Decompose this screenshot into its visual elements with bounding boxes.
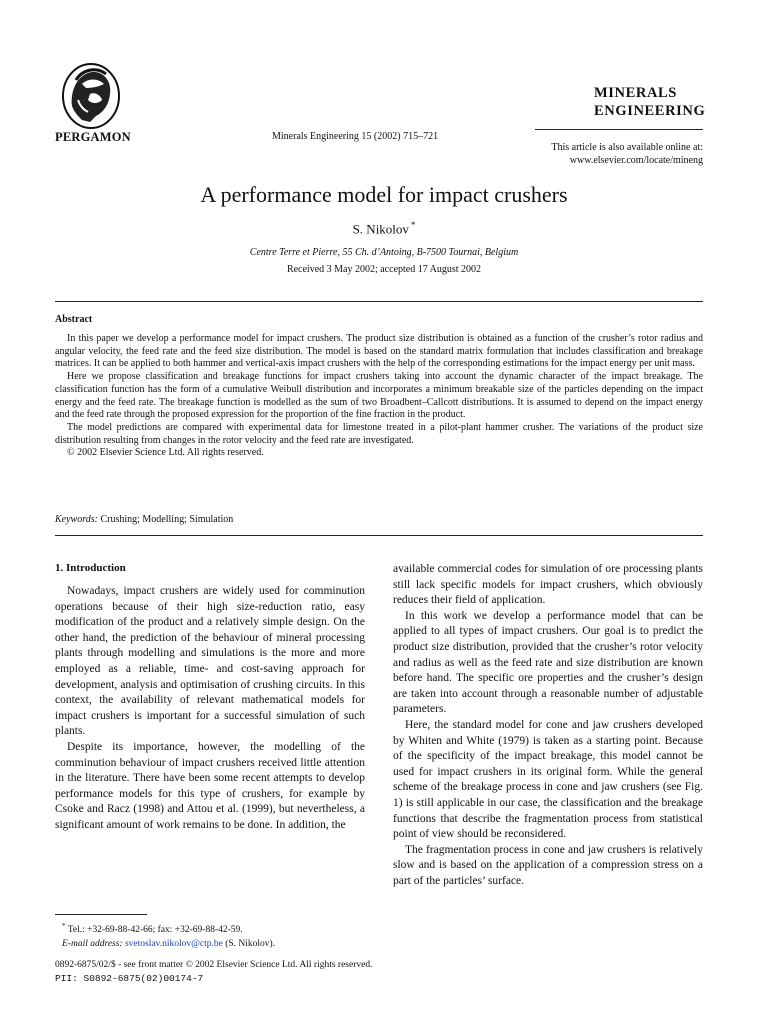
online-url[interactable]: www.elsevier.com/locate/mineng [569,155,703,166]
online-availability [460,141,703,167]
keywords [55,514,233,525]
footnote [62,919,382,951]
body-paragraph: Here, the standard model for cone and jaw crushers developed by Whiten and White (1979) is taken as a starting point. Because of the specificity of the impact breakage, this model cannot be used for impact crushers in its original form. While the general scheme of the breakage process in cone and jaw crushers (see Fig. 1) is still applicable in our case, the classification and the breakage functions that describe the fragmentation process from statistical point of view should be reconsidered. [393,718,703,841]
abstract-paragraph: In this paper we develop a performance model for impact crushers. The product size distribution is obtained as a function of the crusher’s rotor radius and angular velocity, the feed rate and the feed size distribution. The model is based on the standard matrix formulation that includes classification and breakage matrices. It can be applied to both hammer and vertical-axis impact crushers with the help of the corresponding estimations for the impact energy per unit mass. [55,333,703,370]
body-paragraph: available commercial codes for simulation of ore processing plants still lack specific models for impact crushers, which obviously reduces their field of application. [393,563,703,607]
abstract-copyright: © 2002 Elsevier Science Ltd. All rights reserved. [67,447,264,459]
email-suffix: (S. Nikolov). [225,939,276,950]
footnote-email-line [62,937,382,951]
online-note: This article is also available online at: [551,142,703,153]
abstract-body [55,333,703,460]
author-line [0,220,768,237]
body-paragraph: Nowadays, impact crushers are widely used for comminution operations because of their high size-reduction ratio, easy modification of the product and a relatively simple design. On the other hand, the prediction of the behaviour of mineral processing plants through modelling and simulations is the more and more employed as a reliable, time- and cost-saving approach for development, analysis and optimisation of crushing circuits. In this context, the availability of relevant mathematical models for impact crushers is important for a successful simulation of such plants. [55,585,365,738]
right-column [393,562,703,889]
email-label: E-mail address: [62,939,123,950]
received-dates: Received 3 May 2002; accepted 17 August 2002 [286,264,482,275]
pii-line: PII: S0892-6875(02)00174-7 [55,973,204,984]
affiliation: Centre Terre et Pierre, 55 Ch. d’Antoing, B-7500 Tournai, Belgium [249,247,519,258]
abstract-top-rule [55,301,703,302]
abstract-paragraph: The model predictions are compared with experimental data for limestone treated in a pilot-plant hammer crusher. The variations of the product size distribution resulting from changes in the rotor velocity and the feed rate are investigated. [55,421,703,446]
author-footnote-mark[interactable]: * [410,220,416,230]
left-column [55,580,365,834]
body-paragraph: Despite its importance, however, the modelling of the comminution behaviour of impact crushers received little attention in the literature. There have been some recent attempts to develop performance models for this type of crushers, for example by Csoke and Racz (1998) and Attou et al. (1999), but nevertheless, a significant amount of work remains to be done. In addition, the [55,740,365,831]
keywords-list: Crushing; Modelling; Simulation [100,514,234,525]
footnote-mark: * [62,922,66,930]
abstract-bottom-rule [55,535,703,536]
section-heading: 1. Introduction [55,562,126,574]
body-paragraph: The fragmentation process in cone and jaw crushers is relatively slow and is based on the application of a compression stress on a part of the particles’ surface. [393,843,703,887]
issn-line: 0892-6875/02/$ - see front matter © 2002 Elsevier Science Ltd. All rights reserved. [55,960,373,970]
footnote-contact [62,919,382,937]
abstract-paragraph: Here we propose classification and breakage functions for impact crushers taking into account the dynamic character of the impact breakage. The classification function has the form of a cumulative Weibull distribution and incorporates a minimum breakable size of the particles depending on the impact energy and the feed rate. The breakage function is modelled as the sum of two Broadbent–Callcott distributions. It is assumed to depend on the impact energy and the feed rate through the proposed expression for the proportion of the fine fraction in the product. [55,371,703,421]
article-title: A performance model for impact crushers [200,182,568,207]
journal-title [594,84,705,120]
author-name: S. Nikolov [352,221,409,237]
publisher-name: PERGAMON [55,130,131,144]
footnote-tel: Tel.: +32-69-88-42-66; fax: +32-69-88-42-59. [67,925,243,936]
keywords-label: Keywords: [55,514,98,525]
helmeted-head-emblem-icon [60,60,122,132]
email-link[interactable]: svetoslav.nikolov@ctp.be [124,939,223,950]
journal-title-line1: MINERALS [594,85,677,101]
abstract-heading: Abstract [55,314,93,325]
journal-title-line2: ENGINEERING [594,103,706,119]
front-matter-footer [55,959,372,985]
journal-citation: Minerals Engineering 15 (2002) 715–721 [272,131,439,142]
body-paragraph: In this work we develop a performance model that can be applied to all types of impact crushers. Our goal is to predict the product size distribution, provided that the crusher’s rotor velocity and radius as well as the feed rate and size distribution are known before hand. The specific ore properties and the crusher’s design are taken into account through a reasonable number of adjustable parameters. [393,609,703,716]
header-rule [535,129,703,130]
footnote-rule [55,914,147,915]
